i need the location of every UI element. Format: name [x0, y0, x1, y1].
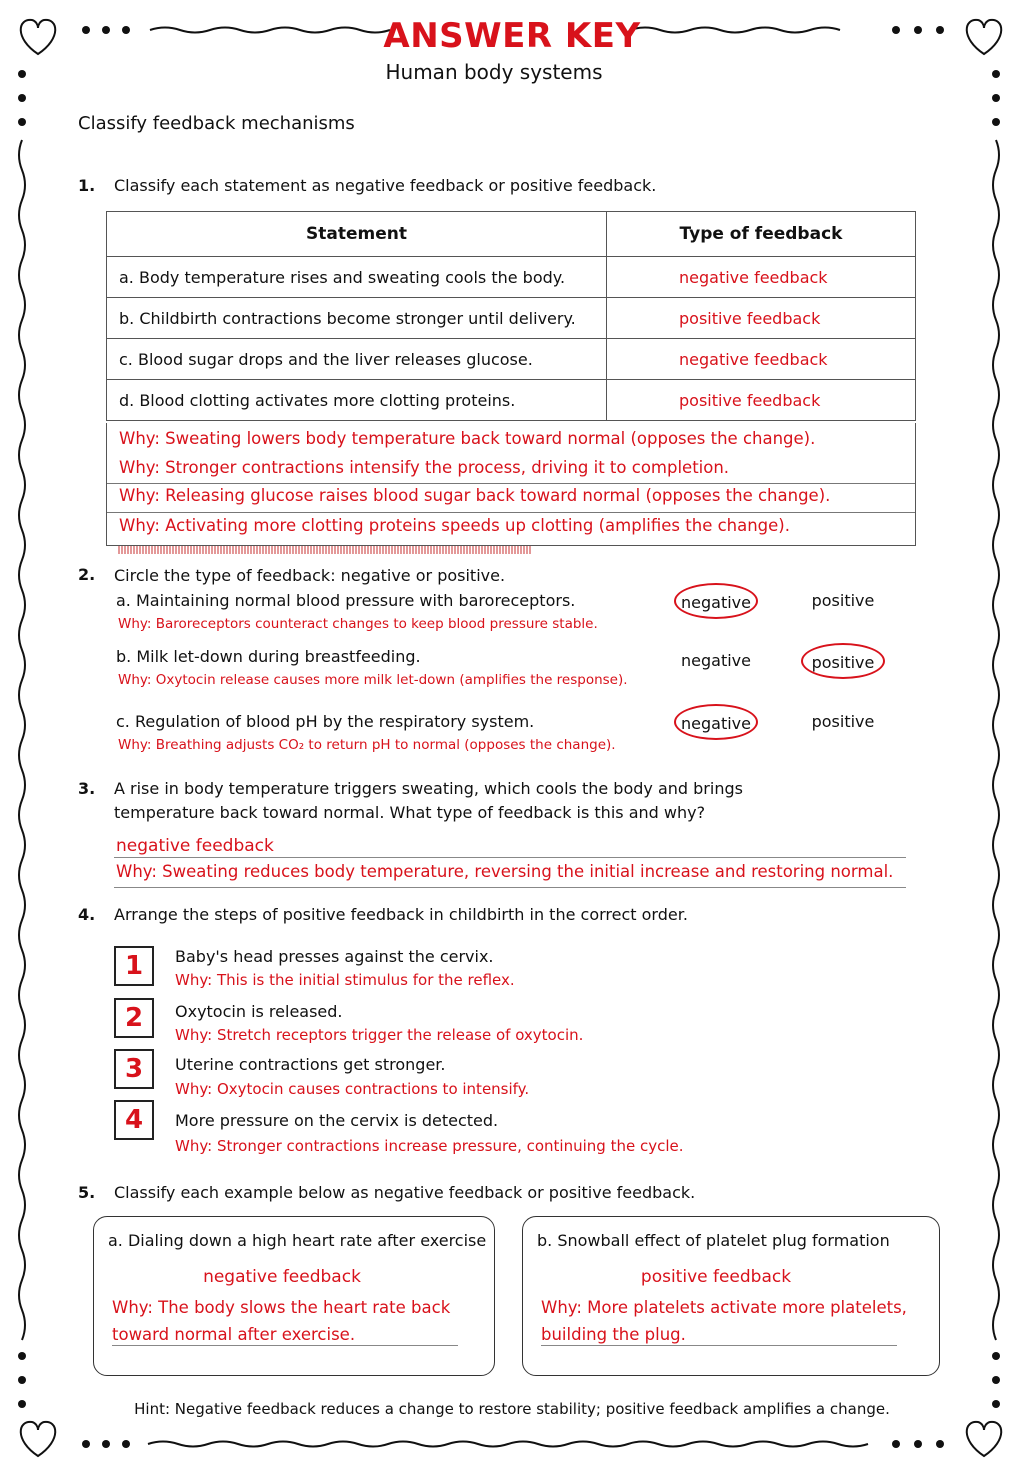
- item-text: c. Regulation of blood pH by the respiratory system.: [116, 712, 535, 731]
- card-heading: b. Snowball effect of platelet plug formation: [537, 1231, 890, 1250]
- dot-icon: [892, 1440, 900, 1448]
- step-why: Why: This is the initial stimulus for the reflex.: [175, 971, 515, 989]
- dot-icon: [82, 1440, 90, 1448]
- item-text: b. Milk let-down during breastfeeding.: [116, 647, 421, 666]
- heart-outline-icon: [967, 1422, 1002, 1456]
- step-why: Why: Stretch receptors trigger the release of oxytocin.: [175, 1026, 584, 1044]
- order-box[interactable]: 4: [114, 1100, 154, 1140]
- example-card-b: [522, 1216, 940, 1376]
- answer-cell: positive feedback: [607, 298, 916, 339]
- section-title: Classify feedback mechanisms: [78, 113, 355, 134]
- choice-positive-circled[interactable]: positive: [801, 643, 885, 679]
- answer-cell: positive feedback: [607, 380, 916, 421]
- scribble-mark: [118, 546, 532, 554]
- page-title: ANSWER KEY: [383, 16, 641, 56]
- question-prompt-line: temperature back toward normal. What type of feedback is this and why?: [114, 803, 706, 822]
- statement-cell: d. Blood clotting activates more clotting proteins.: [107, 380, 607, 421]
- card-why-line: Why: The body slows the heart rate back: [112, 1298, 451, 1317]
- why-line: Why: Sweating lowers body temperature back toward normal (opposes the change).: [119, 429, 816, 448]
- why-line: Why: Stronger contractions intensify the process, driving it to completion.: [119, 458, 730, 477]
- choice-negative[interactable]: negative: [681, 651, 751, 670]
- feedback-table: [106, 211, 916, 421]
- question-number: 5.: [78, 1183, 96, 1202]
- step-text: More pressure on the cervix is detected.: [175, 1111, 499, 1130]
- order-box[interactable]: 2: [114, 998, 154, 1038]
- card-why-line: toward normal after exercise.: [112, 1325, 356, 1344]
- order-box[interactable]: 1: [114, 946, 154, 986]
- answer-line: [114, 887, 906, 888]
- question-prompt-line: A rise in body temperature triggers sweating, which cools the body and brings: [114, 779, 743, 798]
- card-answer: positive feedback: [640, 1267, 792, 1287]
- table-row: [107, 257, 916, 298]
- table-header-type: Type of feedback: [607, 212, 916, 257]
- step-text: Oxytocin is released.: [175, 1002, 343, 1021]
- table-row: [107, 339, 916, 380]
- card-why: [112, 1294, 450, 1348]
- step-why: Why: Oxytocin causes contractions to intensify.: [175, 1080, 530, 1098]
- choice-negative-circled[interactable]: negative: [674, 704, 758, 740]
- heart-outline-icon: [21, 1422, 56, 1456]
- question-number: 1.: [78, 176, 96, 195]
- card-why: [541, 1294, 907, 1348]
- item-why: Why: Baroreceptors counteract changes to keep blood pressure stable.: [118, 616, 598, 632]
- card-why-line: building the plug.: [541, 1325, 686, 1344]
- answer-cell: negative feedback: [607, 339, 916, 380]
- answer-why: Why: Sweating reduces body temperature, reversing the initial increase and restoring normal.: [116, 862, 894, 881]
- table-header-statement: Statement: [107, 212, 607, 257]
- why-line: Why: Activating more clotting proteins speeds up clotting (amplifies the change).: [119, 516, 790, 535]
- statement-cell: b. Childbirth contractions become stronger until delivery.: [107, 298, 607, 339]
- answer-text: negative feedback: [116, 836, 274, 856]
- choice-positive[interactable]: positive: [811, 591, 875, 610]
- statement-cell: c. Blood sugar drops and the liver releases glucose.: [107, 339, 607, 380]
- wavy-border-icon: [993, 140, 999, 1340]
- choice-negative-circled[interactable]: negative: [674, 583, 758, 619]
- example-card-a: [93, 1216, 495, 1376]
- why-line: Why: Releasing glucose raises blood sugar back toward normal (opposes the change).: [119, 486, 831, 505]
- question-prompt: Arrange the steps of positive feedback in childbirth in the correct order.: [114, 905, 688, 924]
- item-text: a. Maintaining normal blood pressure with baroreceptors.: [116, 591, 576, 610]
- card-why-line: Why: More platelets activate more platelets,: [541, 1298, 907, 1317]
- question-prompt: Circle the type of feedback: negative or positive.: [114, 566, 506, 585]
- step-text: Uterine contractions get stronger.: [175, 1055, 446, 1074]
- question-number: 3.: [78, 779, 96, 798]
- wavy-border-icon: [19, 140, 25, 1340]
- wavy-border-icon: [148, 1442, 868, 1447]
- item-why: Why: Breathing adjusts CO₂ to return pH to normal (opposes the change).: [118, 737, 616, 753]
- divider: [107, 512, 915, 513]
- why-explanations-box: [106, 423, 916, 546]
- statement-cell: a. Body temperature rises and sweating cools the body.: [107, 257, 607, 298]
- question-prompt: Classify each example below as negative feedback or positive feedback.: [114, 1183, 696, 1202]
- item-why: Why: Oxytocin release causes more milk let-down (amplifies the response).: [118, 672, 628, 688]
- answer-cell: negative feedback: [607, 257, 916, 298]
- card-answer: negative feedback: [203, 1267, 361, 1287]
- answer-line: [114, 857, 906, 858]
- card-heading: a. Dialing down a high heart rate after exercise: [108, 1231, 487, 1250]
- order-box[interactable]: 3: [114, 1049, 154, 1089]
- table-row: [107, 298, 916, 339]
- answer-line: [541, 1345, 897, 1346]
- table-row: [107, 380, 916, 421]
- step-text: Baby's head presses against the cervix.: [175, 947, 494, 966]
- divider: [107, 483, 915, 484]
- answer-line: [112, 1345, 458, 1346]
- question-prompt: Classify each statement as negative feedback or positive feedback.: [114, 176, 657, 195]
- hint-text: Hint: Negative feedback reduces a change to restore stability; positive feedback amplifies a change.: [134, 1400, 890, 1418]
- step-why: Why: Stronger contractions increase pressure, continuing the cycle.: [175, 1137, 684, 1155]
- page-subtitle: Human body systems: [385, 60, 603, 84]
- question-number: 2.: [78, 565, 96, 584]
- question-number: 4.: [78, 905, 96, 924]
- choice-positive[interactable]: positive: [811, 712, 875, 731]
